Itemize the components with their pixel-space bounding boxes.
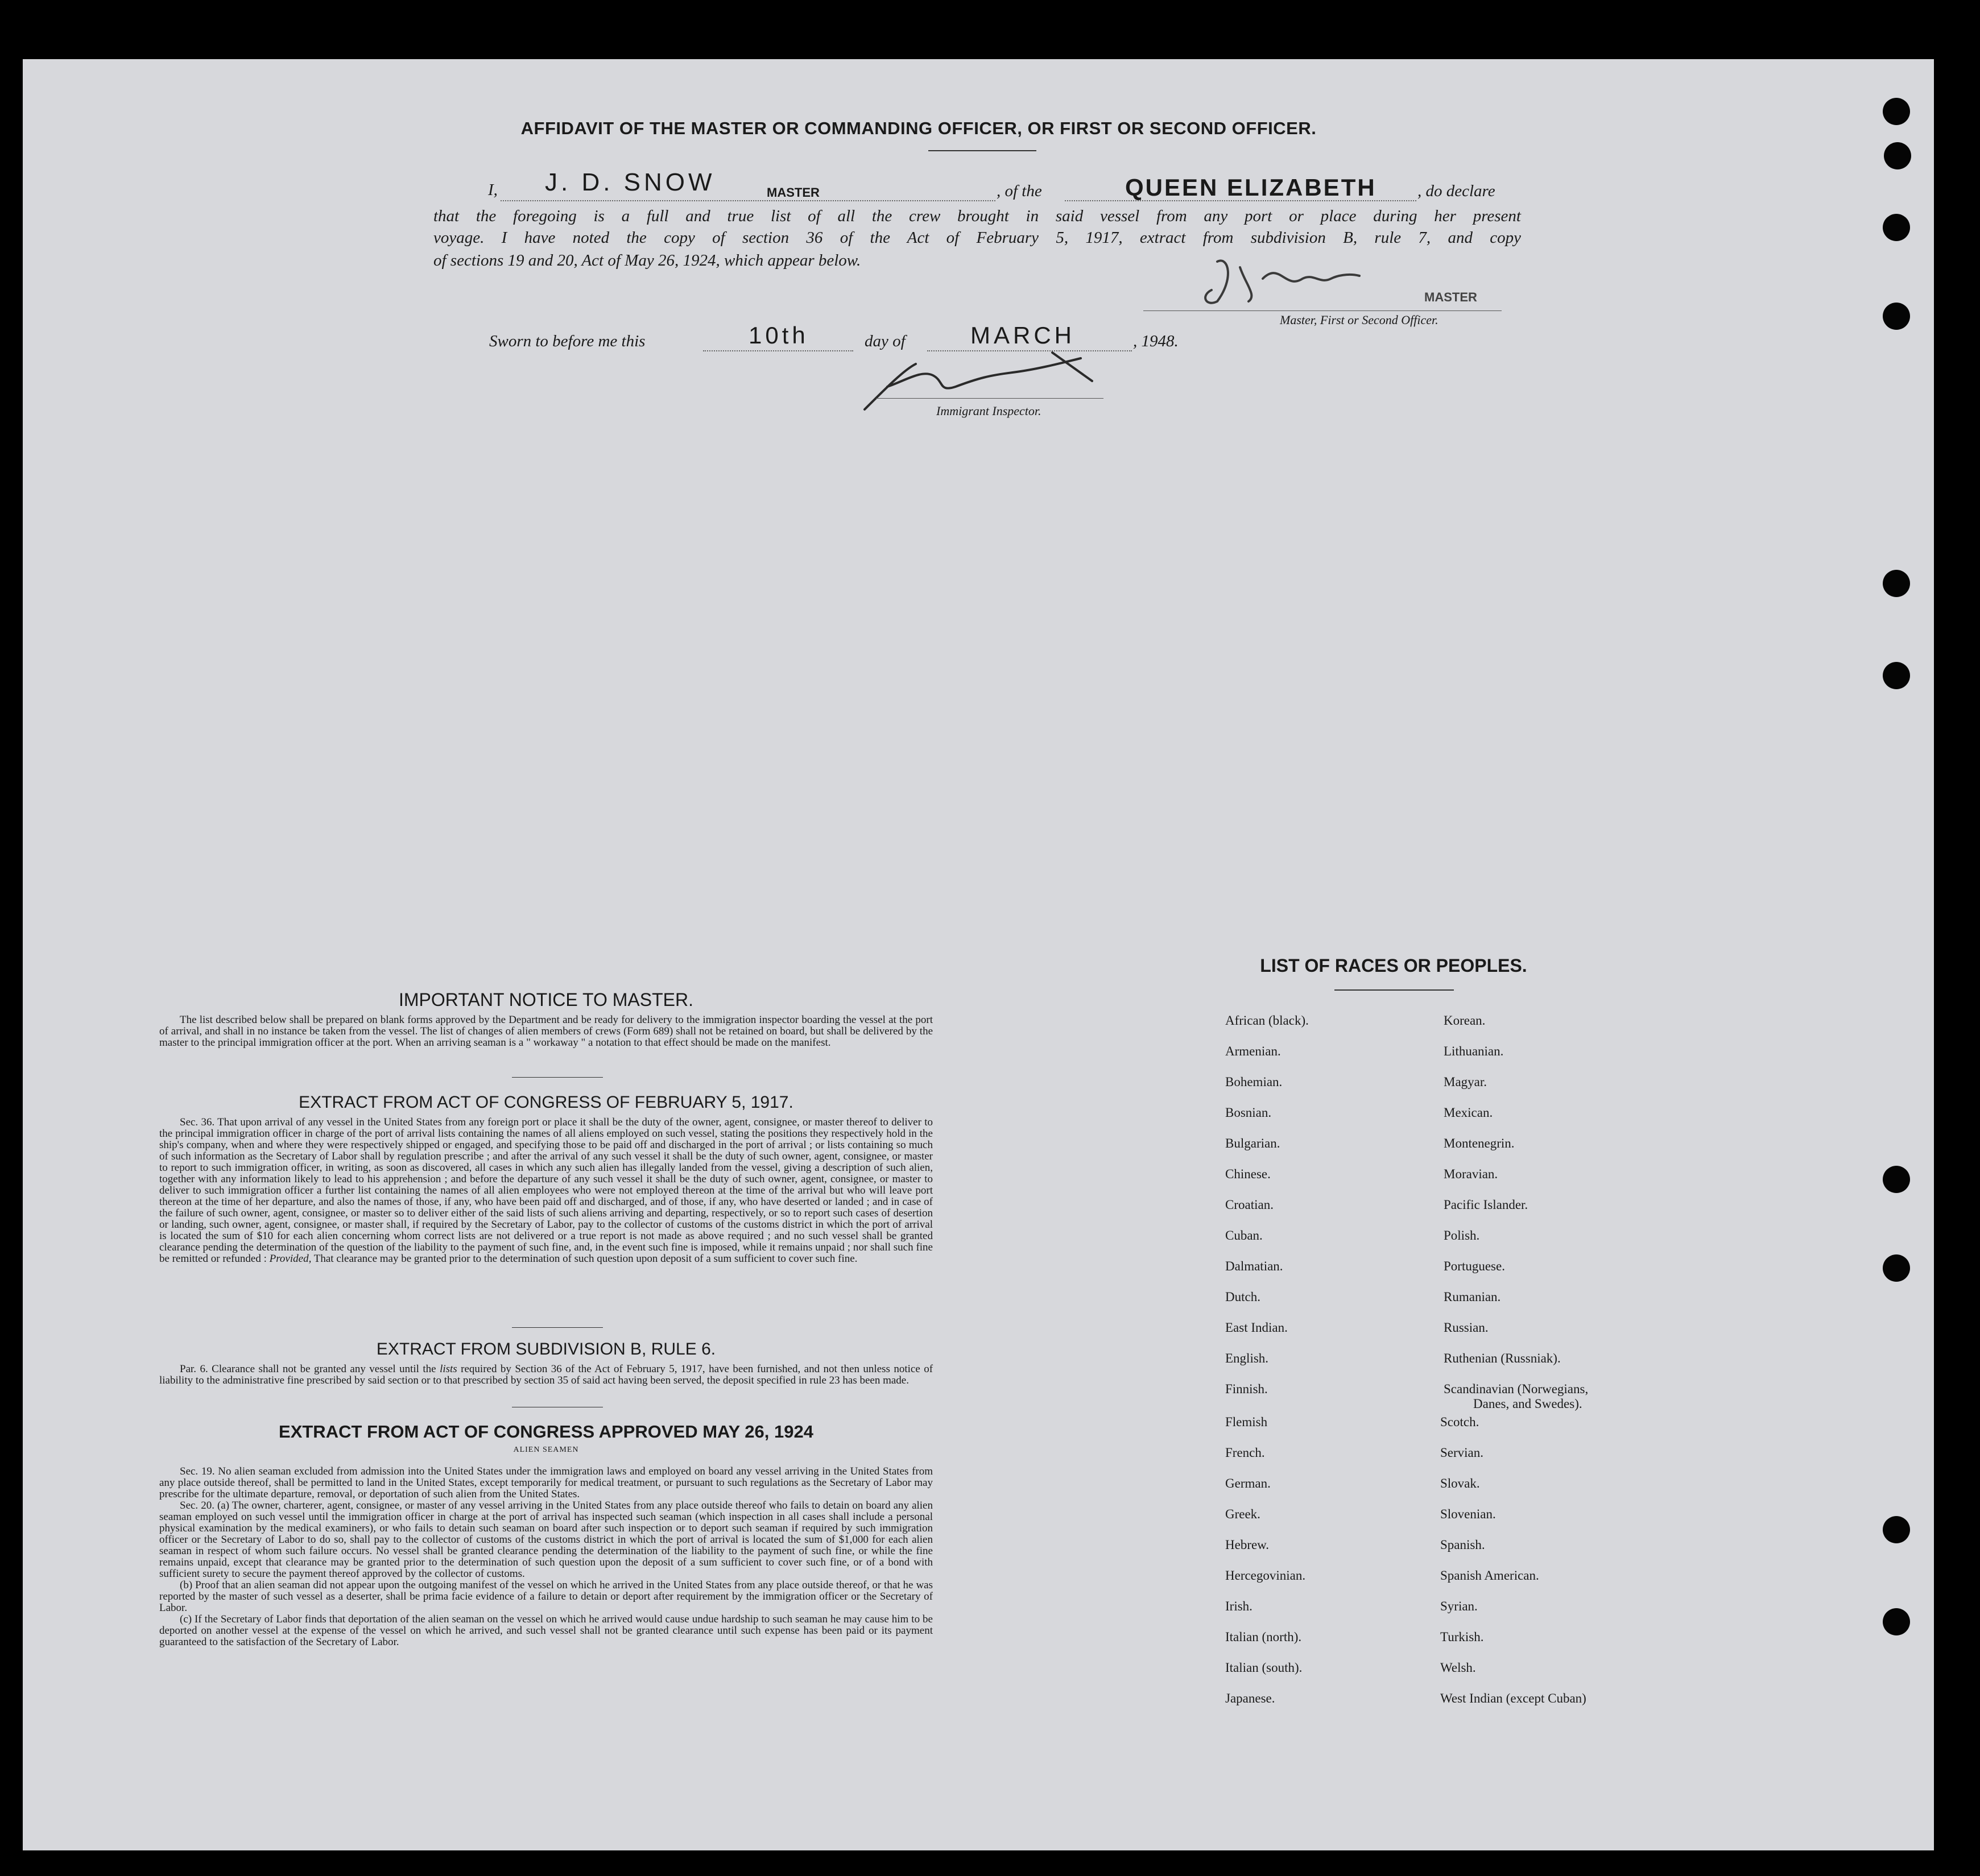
race-left-item: Flemish: [1225, 1415, 1268, 1429]
race-left-item: Irish.: [1225, 1599, 1253, 1613]
extract-1917-body: Sec. 36. That upon arrival of any vessel in the United States from any foreign port or place it shall be the duty of the owner, agent, consignee, or master thereof to deliver to the principal immigration officer in charge of the port of arrival lists containing the names of all aliens employed on such vessel, stating the positions they respectively hold in the ship's company, when and where they were respectively shipped or engaged, and specifying those to be paid off and discharged in the port of arrival ; or lists containing so much of such information as the Secretary of Labor shall by regulation prescribe ; and after the arrival of any such vessel it shall be the duty of such owner, agent, consignee, or master to report to such immigration officer, in writing, as soon as discovered, all cases in which any such alien has illegally landed from the vessel, giving a description of such alien, together with any information likely to lead to his apprehension ; and before the departure of any such vessel it shall be the duty of such owner, agent, consignee, or master to deliver to such immigration officer a further list containing the names of all alien employees who were not employed thereon at the time of the arrival but who will leave port thereon at the time of her departure, and also the names of those, if any, who have been paid off and discharged, and of those, if any, who have deserted or landed ; and in case of the failure of such owner, agent, consignee, or master so to deliver either of the said lists of such aliens arriving and departing, respectively, or so to report such cases of desertion or landing, such owner, agent, consignee, or master shall, if required by the Secretary of Labor, pay to the collector of customs of the customs district in which the port of arrival is located the sum of $10 for each alien concerning whom correct lists are not delivered or a true report is not made as above required ; and no such vessel shall be granted clearance pending the determination of the question of the liability to the payment of such fine, and, in the event such fine is imposed, while it remains unpaid ; nor shall such fine be remitted or refunded : Provided, That clearance may be granted prior to the determination of such question upon deposit of a sum sufficient to cover such fine.: [159, 1116, 933, 1265]
race-right-item: Polish.: [1444, 1228, 1480, 1243]
divider: [512, 1077, 603, 1078]
race-left-item: Dutch.: [1225, 1290, 1260, 1304]
race-right-item: West Indian (except Cuban): [1440, 1691, 1586, 1705]
race-left-item: East Indian.: [1225, 1320, 1288, 1335]
race-left-item: Italian (south).: [1225, 1660, 1303, 1675]
day-value: 10th: [749, 322, 809, 349]
race-right-item: Korean.: [1444, 1013, 1486, 1028]
year-label: , 1948.: [1133, 332, 1179, 350]
races-underline: [1334, 989, 1454, 991]
divider: [512, 1327, 603, 1328]
race-left-item: Bohemian.: [1225, 1075, 1283, 1089]
punch-hole: [1883, 303, 1910, 330]
race-left-item: Finnish.: [1225, 1382, 1268, 1396]
race-right-item: Pacific Islander.: [1444, 1198, 1528, 1212]
declare-label: , do declare: [1417, 182, 1495, 200]
punch-hole: [1883, 662, 1910, 689]
subdivision-title: EXTRACT FROM SUBDIVISION B, RULE 6.: [376, 1340, 716, 1359]
race-left-item: African (black).: [1225, 1013, 1309, 1028]
race-left-item: Croatian.: [1225, 1198, 1274, 1212]
affidavit-line-2: that the foregoing is a full and true list of all the crew brought in said vessel from any port or place during her present: [433, 207, 1521, 225]
race-right-item: Spanish.: [1440, 1538, 1485, 1552]
punch-hole: [1883, 214, 1910, 241]
race-right-item: Slovak.: [1440, 1476, 1480, 1490]
race-right-item: Mexican.: [1444, 1105, 1493, 1120]
month-value: MARCH: [970, 322, 1075, 349]
extract-1924-subtitle: ALIEN SEAMEN: [513, 1446, 579, 1454]
affidavit-title: AFFIDAVIT OF THE MASTER OR COMMANDING OFFICER, OR FIRST OR SECOND OFFICER.: [520, 118, 1317, 138]
race-right-item: Slovenian.: [1440, 1507, 1496, 1521]
inspector-line: [876, 398, 1103, 399]
punch-hole: [1883, 98, 1910, 125]
race-left-item: Dalmatian.: [1225, 1259, 1283, 1273]
master-name: J. D. SNOW: [545, 168, 716, 196]
punch-hole: [1883, 1166, 1910, 1193]
inspector-caption: Immigrant Inspector.: [936, 404, 1041, 418]
notice-body: The list described below shall be prepared on blank forms approved by the Department and be ready for delivery to the immigration inspector boarding the vessel at the port of arrival, and shall in no instance be taken from the vessel. The list of changes of alien members of crews (Form 689) shall not be retained on board, but shall be delivered by the master to the principal immigration officer at the port. When an arriving seaman is a " workaway " a notation to that effect should be made on the manifest.: [159, 1014, 933, 1049]
notice-title: IMPORTANT NOTICE TO MASTER.: [399, 989, 693, 1010]
race-right-item: Ruthenian (Russniak).: [1444, 1351, 1561, 1365]
signature-stamp: MASTER: [1424, 290, 1477, 304]
extract-1924-body: Sec. 19. No alien seaman excluded from admission into the United States under the immigration laws and employed on board any vessel arriving in the United States from any place outside thereof, shall be permitted to land in the United States, except temporarily for medical treatment, or pursuant to such regulations as the Secretary of Labor may prescribe for the ultimate departure, removal, or deportation of such alien from the United States. Sec. 20. (a) The owner, charterer, agent, consignee, or master of any vessel arriving in the United States from any place outside thereof who fails to detain on board any alien seaman employed on such vessel until the immigration officer in charge at the port of arrival has inspected such seaman (which inspection in all cases shall include a personal physical examination by the medical examiners), or who fails to detain such seaman on board after such inspection or to deport such seaman if required by such immigration officer or the Secretary of Labor to do so, shall pay to the collector of customs of the customs district in which the port of arrival is located the sum of $1,000 for each alien seaman in respect of whom such failure occurs. No vessel shall be granted clearance pending the determination of the liability to the payment of such fine, or while the fine remains unpaid, except that clearance may be granted prior to the determination of such question upon the deposit of a sum sufficient to cover such fine, or of a bond with sufficient surety to secure the payment thereof approved by the collector of customs. (b) Proof that an alien seaman did not appear upon the outgoing manifest of the vessel on which he arrived in the United States from any place outside thereof, or that he was reported by the master of such vessel as a deserter, shall be prima facie evidence of a failure to detain or deport after requirement by the immigration officer or the Secretary of Labor. (c) If the Secretary of Labor finds that deportation of the alien seaman on the vessel on which he arrived would cause undue hardship to such seaman he may cause him to be deported on another vessel at the expense of the vessel on which he arrived, and such vessel shall not be granted clearance until such expense has been paid or its payment guaranteed to the satisfaction of the Secretary of Labor.: [159, 1465, 933, 1648]
race-left-item: Hebrew.: [1225, 1538, 1270, 1552]
title-underline: [928, 150, 1036, 151]
extract-1917-title: EXTRACT FROM ACT OF CONGRESS OF FEBRUARY 5, 1917.: [299, 1093, 793, 1112]
race-left-item: Bulgarian.: [1225, 1136, 1280, 1150]
extract-1924-title: EXTRACT FROM ACT OF CONGRESS APPROVED MAY 26, 1924: [279, 1422, 813, 1442]
master-signature: [1194, 245, 1411, 313]
race-right-item: Scandinavian (Norwegians,: [1444, 1382, 1589, 1396]
subdivision-body: Par. 6. Clearance shall not be granted any vessel until the lists required by Section 36 of the Act of February 5, 1917, have been furnished, and not then unless notice of liability to the administrative fine prescribed by said section or to that prescribed by section 35 of said act having been served, the deposit specified in rule 23 has been made.: [159, 1363, 933, 1386]
race-right-item: Moravian.: [1444, 1167, 1498, 1181]
i-label: I,: [488, 181, 498, 199]
race-right-item: Magyar.: [1444, 1075, 1487, 1089]
name-line: [501, 200, 995, 201]
of-the-label: , of the: [997, 182, 1042, 200]
race-right-item-continuation: Danes, and Swedes).: [1473, 1397, 1582, 1411]
race-left-item: English.: [1225, 1351, 1269, 1365]
race-left-item: French.: [1225, 1446, 1265, 1460]
race-left-item: Armenian.: [1225, 1044, 1281, 1058]
race-left-item: Japanese.: [1225, 1691, 1275, 1705]
race-left-item: Chinese.: [1225, 1167, 1271, 1181]
sworn-label: Sworn to before me this: [489, 332, 646, 350]
race-right-item: Russian.: [1444, 1320, 1489, 1335]
race-right-item: Lithuanian.: [1444, 1044, 1504, 1058]
rank-stamp: MASTER: [767, 185, 820, 200]
punch-hole: [1884, 142, 1911, 169]
day-line: [703, 350, 853, 351]
race-left-item: Bosnian.: [1225, 1105, 1272, 1120]
punch-hole: [1883, 1608, 1910, 1635]
punch-hole: [1883, 1516, 1910, 1543]
affidavit-line-3: voyage. I have noted the copy of section 36 of the Act of February 5, 1917, extract from subdivision B, rule 7, and copy: [433, 229, 1521, 247]
race-right-item: Welsh.: [1440, 1660, 1476, 1675]
race-left-item: Hercegovinian.: [1225, 1568, 1306, 1583]
race-right-item: Turkish.: [1440, 1630, 1484, 1644]
race-left-item: Greek.: [1225, 1507, 1260, 1521]
race-left-item: German.: [1225, 1476, 1271, 1490]
affidavit-line-4: of sections 19 and 20, Act of May 26, 1924, which appear below.: [433, 251, 861, 270]
race-right-item: Portuguese.: [1444, 1259, 1505, 1273]
punch-hole: [1883, 570, 1910, 597]
race-right-item: Spanish American.: [1440, 1568, 1539, 1583]
race-left-item: Cuban.: [1225, 1228, 1263, 1243]
race-right-item: Montenegrin.: [1444, 1136, 1515, 1150]
day-of-label: day of: [865, 332, 906, 350]
race-right-item: Servian.: [1440, 1446, 1484, 1460]
punch-hole: [1883, 1254, 1910, 1282]
signature-line: [1143, 310, 1502, 311]
race-left-item: Italian (north).: [1225, 1630, 1302, 1644]
race-right-item: Syrian.: [1440, 1599, 1478, 1613]
race-right-item: Rumanian.: [1444, 1290, 1501, 1304]
races-title: LIST OF RACES OR PEOPLES.: [1260, 955, 1527, 976]
ship-name: QUEEN ELIZABETH: [1125, 174, 1377, 201]
signature-caption: Master, First or Second Officer.: [1280, 313, 1439, 327]
race-right-item: Scotch.: [1440, 1415, 1479, 1429]
